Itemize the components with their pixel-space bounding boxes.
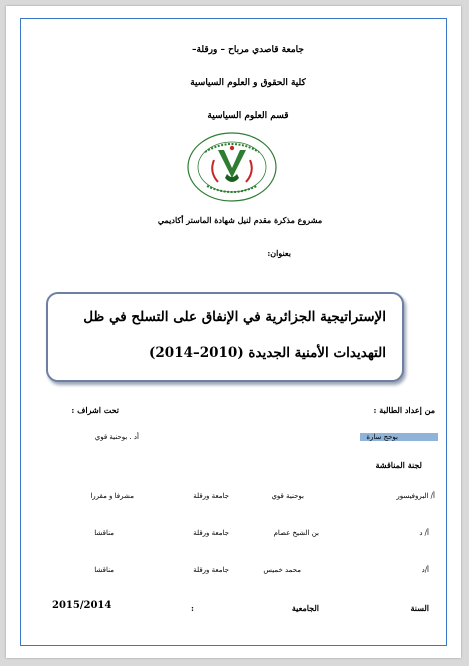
committee-rank-1: أ/ البروفيسور [396,492,435,500]
committee-role-1: مشرفا و مقررا [90,492,134,500]
thesis-title-line2: التهديدات الأمنية الجديدة (2010–2014) [149,345,386,361]
year-label: السنة [410,603,429,613]
student-name: بوحج سارة [360,433,438,441]
thesis-title-line1: الإستراتيجية الجزائرية في الإنفاق على التسلح في ظل [83,309,386,325]
project-description: مشروع مذكرة مقدم لنيل شهادة الماستر أكاديمي [157,215,323,225]
title-label: بعنوان: [267,248,291,258]
university-seal-icon [185,130,280,204]
committee-role-2: مناقشا [94,529,114,537]
committee-role-3: مناقشا [94,566,114,574]
academic-word: الجامعية [291,603,319,613]
committee-uni-1: جامعة ورقلة [193,492,229,500]
committee-name-2: بن الشيخ عصام [273,529,319,537]
committee-uni-2: جامعة ورقلة [193,529,229,537]
department-name: قسم العلوم السياسية [207,111,289,121]
year-colon: : [191,603,194,613]
committee-name-3: محمد خميس [263,566,301,574]
prepared-by-label: من إعداد الطالبة : [373,405,435,415]
committee-name-1: بوحنية قوي [271,492,304,500]
academic-year: 2015/2014 [52,600,112,611]
supervisor-name: أد . بوحنية قوي [94,433,139,441]
university-name: جامعة قاصدي مرباح – ورقلة– [192,45,304,55]
committee-rank-2: أ/ د [419,529,429,537]
faculty-name: كلية الحقوق و العلوم السياسية [190,78,306,88]
committee-uni-3: جامعة ورقلة [193,566,229,574]
committee-rank-3: أ/د [421,566,429,574]
committee-label: لجنة المناقشة [375,460,422,470]
thesis-title-box [46,292,404,382]
supervisor-label: تحت اشراف : [71,405,119,415]
